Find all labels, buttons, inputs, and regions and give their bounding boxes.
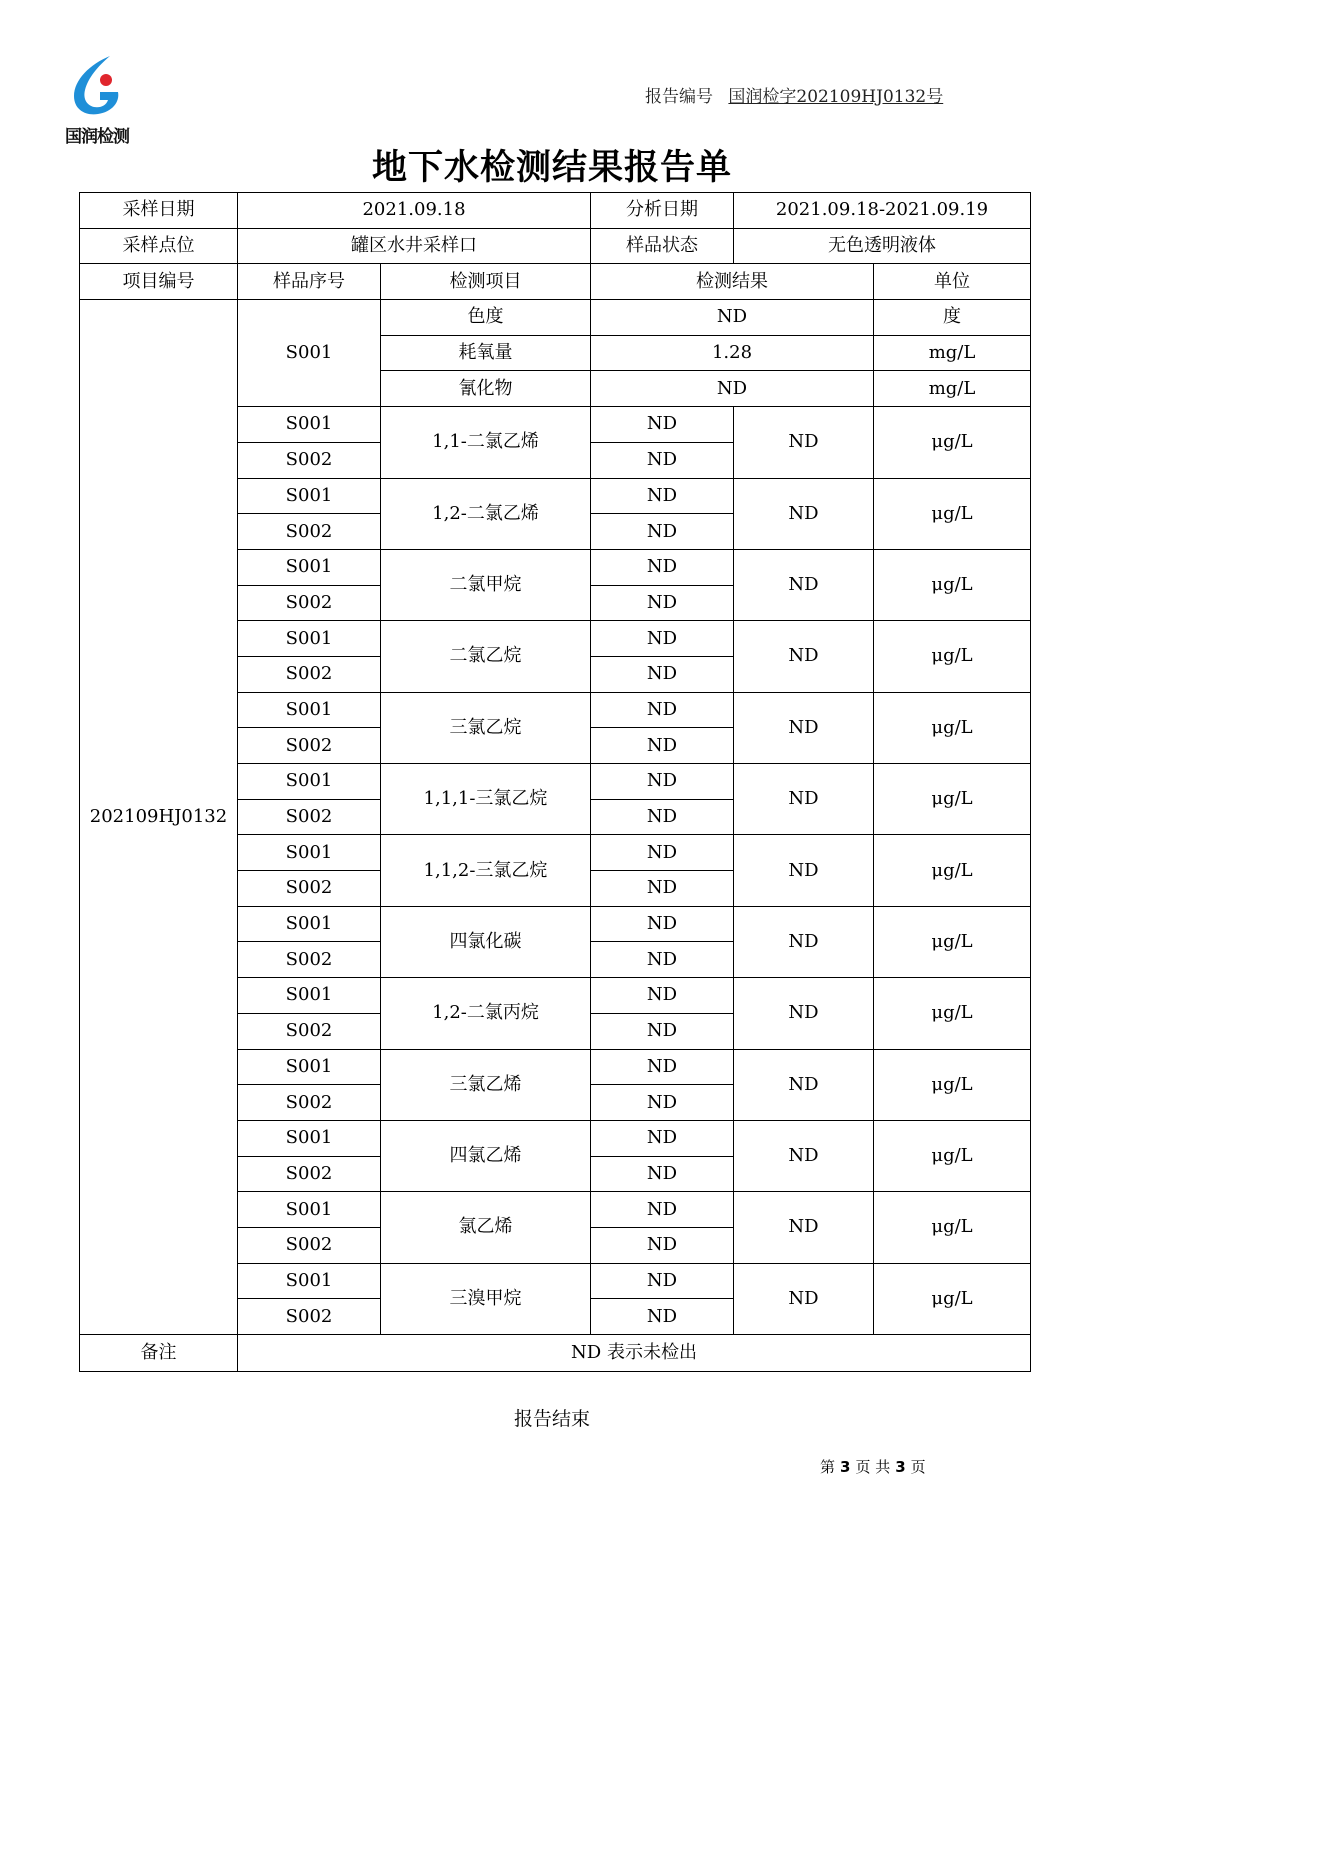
- sample-no-cell: S002: [238, 799, 381, 835]
- remark-row: [80, 1335, 1031, 1372]
- page-mid: 页 共: [855, 1458, 891, 1476]
- summary-result-cell: ND: [734, 407, 874, 478]
- result-cell: ND: [591, 1192, 734, 1228]
- result-cell: ND: [591, 692, 734, 728]
- unit-cell: μg/L: [874, 835, 1031, 906]
- summary-result-cell: ND: [734, 764, 874, 835]
- unit-cell: μg/L: [874, 978, 1031, 1049]
- sample-no-cell: S002: [238, 728, 381, 764]
- result-cell: ND: [591, 621, 734, 657]
- unit-cell: μg/L: [874, 692, 1031, 763]
- unit-cell: μg/L: [874, 1192, 1031, 1263]
- result-cell: ND: [591, 799, 734, 835]
- summary-result-cell: ND: [734, 1263, 874, 1334]
- sample-no-cell: S002: [238, 1085, 381, 1121]
- company-logo-icon: [60, 52, 132, 120]
- summary-result-cell: ND: [734, 1049, 874, 1120]
- info-row-dates: [80, 193, 1031, 229]
- sample-no-cell: S001: [238, 549, 381, 585]
- sample-no-cell: S002: [238, 514, 381, 550]
- result-cell: ND: [591, 300, 874, 336]
- summary-result-cell: ND: [734, 835, 874, 906]
- page-total: 3: [895, 1458, 906, 1476]
- result-cell: ND: [591, 371, 874, 407]
- logo-text: 国润检测: [65, 127, 129, 147]
- column-header-row: [80, 264, 1031, 300]
- report-number: [645, 82, 943, 107]
- result-cell: ND: [591, 1120, 734, 1156]
- sampling-date-value: 2021.09.18: [238, 193, 591, 229]
- sample-no-cell: S002: [238, 1227, 381, 1263]
- sample-no-cell: S001: [238, 1049, 381, 1085]
- sample-no-cell: S001: [238, 1120, 381, 1156]
- result-cell: ND: [591, 585, 734, 621]
- col-item: 检测项目: [381, 264, 591, 300]
- sampling-date-label: 采样日期: [80, 193, 238, 229]
- unit-cell: μg/L: [874, 621, 1031, 692]
- sample-no-cell: S002: [238, 1299, 381, 1335]
- item-cell: 1,1,1-三氯乙烷: [381, 764, 591, 835]
- result-cell: ND: [591, 1013, 734, 1049]
- page-prefix: 第: [820, 1458, 836, 1476]
- sample-no-cell: S002: [238, 1013, 381, 1049]
- sample-no-cell: S001: [238, 978, 381, 1014]
- unit-cell: 度: [874, 300, 1031, 336]
- sample-no-cell: S001: [238, 764, 381, 800]
- unit-cell: mg/L: [874, 335, 1031, 371]
- item-cell: 1,1-二氯乙烯: [381, 407, 591, 478]
- result-cell: ND: [591, 942, 734, 978]
- summary-result-cell: ND: [734, 478, 874, 549]
- page-current: 3: [840, 1458, 851, 1476]
- sample-state-value: 无色透明液体: [734, 228, 1031, 264]
- col-project-no: 项目编号: [80, 264, 238, 300]
- report-number-value: 国润检字202109HJ0132号: [728, 87, 944, 107]
- summary-result-cell: ND: [734, 1192, 874, 1263]
- info-row-point: [80, 228, 1031, 264]
- result-cell: ND: [591, 1049, 734, 1085]
- sampling-point-label: 采样点位: [80, 228, 238, 264]
- item-cell: 氰化物: [381, 371, 591, 407]
- result-cell: ND: [591, 549, 734, 585]
- item-cell: 二氯乙烷: [381, 621, 591, 692]
- unit-cell: μg/L: [874, 906, 1031, 977]
- summary-result-cell: ND: [734, 549, 874, 620]
- item-cell: 三氯乙烷: [381, 692, 591, 763]
- result-cell: 1.28: [591, 335, 874, 371]
- unit-cell: μg/L: [874, 1049, 1031, 1120]
- summary-result-cell: ND: [734, 978, 874, 1049]
- unit-cell: μg/L: [874, 764, 1031, 835]
- result-table: [79, 192, 1031, 1372]
- sample-no-cell: S002: [238, 442, 381, 478]
- sample-no-cell: S001: [238, 300, 381, 407]
- page-number: [820, 1456, 926, 1477]
- col-result: 检测结果: [591, 264, 874, 300]
- result-cell: ND: [591, 764, 734, 800]
- unit-cell: μg/L: [874, 549, 1031, 620]
- result-cell: ND: [591, 407, 734, 443]
- sample-no-cell: S002: [238, 942, 381, 978]
- result-cell: ND: [591, 478, 734, 514]
- sample-no-cell: S001: [238, 407, 381, 443]
- result-cell: ND: [591, 442, 734, 478]
- summary-result-cell: ND: [734, 1120, 874, 1191]
- sample-no-cell: S001: [238, 692, 381, 728]
- unit-cell: mg/L: [874, 371, 1031, 407]
- summary-result-cell: ND: [734, 692, 874, 763]
- result-cell: ND: [591, 514, 734, 550]
- sample-no-cell: S002: [238, 871, 381, 907]
- result-cell: ND: [591, 1299, 734, 1335]
- sample-no-cell: S001: [238, 1192, 381, 1228]
- unit-cell: μg/L: [874, 1263, 1031, 1334]
- unit-cell: μg/L: [874, 478, 1031, 549]
- result-cell: ND: [591, 728, 734, 764]
- remark-text: ND 表示未检出: [238, 1335, 1031, 1372]
- result-cell: ND: [591, 906, 734, 942]
- result-cell: ND: [591, 835, 734, 871]
- document-title: 地下水检测结果报告单: [371, 148, 732, 188]
- item-cell: 三溴甲烷: [381, 1263, 591, 1334]
- item-cell: 四氯化碳: [381, 906, 591, 977]
- sampling-point-value: 罐区水井采样口: [238, 228, 591, 264]
- sample-no-cell: S001: [238, 621, 381, 657]
- col-sample-no: 样品序号: [238, 264, 381, 300]
- item-cell: 三氯乙烯: [381, 1049, 591, 1120]
- item-cell: 1,1,2-三氯乙烷: [381, 835, 591, 906]
- sample-no-cell: S001: [238, 835, 381, 871]
- item-cell: 1,2-二氯乙烯: [381, 478, 591, 549]
- result-cell: ND: [591, 1156, 734, 1192]
- analysis-date-value: 2021.09.18-2021.09.19: [734, 193, 1031, 229]
- result-cell: ND: [591, 1263, 734, 1299]
- result-cell: ND: [591, 1227, 734, 1263]
- report-number-label: 报告编号: [645, 87, 713, 107]
- item-cell: 二氯甲烷: [381, 549, 591, 620]
- item-cell: 色度: [381, 300, 591, 336]
- table-row: [80, 300, 1031, 336]
- sample-state-label: 样品状态: [591, 228, 734, 264]
- page-suffix: 页: [910, 1458, 926, 1476]
- sample-no-cell: S002: [238, 1156, 381, 1192]
- col-unit: 单位: [874, 264, 1031, 300]
- sample-no-cell: S002: [238, 585, 381, 621]
- result-cell: ND: [591, 871, 734, 907]
- sample-no-cell: S002: [238, 656, 381, 692]
- remark-label: 备注: [80, 1335, 238, 1372]
- report-end: 报告结束: [513, 1408, 590, 1430]
- unit-cell: μg/L: [874, 1120, 1031, 1191]
- summary-result-cell: ND: [734, 621, 874, 692]
- company-logo: [52, 52, 142, 147]
- item-cell: 1,2-二氯丙烷: [381, 978, 591, 1049]
- sample-no-cell: S001: [238, 906, 381, 942]
- summary-result-cell: ND: [734, 906, 874, 977]
- item-cell: 四氯乙烯: [381, 1120, 591, 1191]
- sample-no-cell: S001: [238, 1263, 381, 1299]
- project-id-cell: 202109HJ0132: [80, 300, 238, 1335]
- item-cell: 耗氧量: [381, 335, 591, 371]
- item-cell: 氯乙烯: [381, 1192, 591, 1263]
- sample-no-cell: S001: [238, 478, 381, 514]
- result-cell: ND: [591, 978, 734, 1014]
- result-cell: ND: [591, 1085, 734, 1121]
- unit-cell: μg/L: [874, 407, 1031, 478]
- result-cell: ND: [591, 656, 734, 692]
- analysis-date-label: 分析日期: [591, 193, 734, 229]
